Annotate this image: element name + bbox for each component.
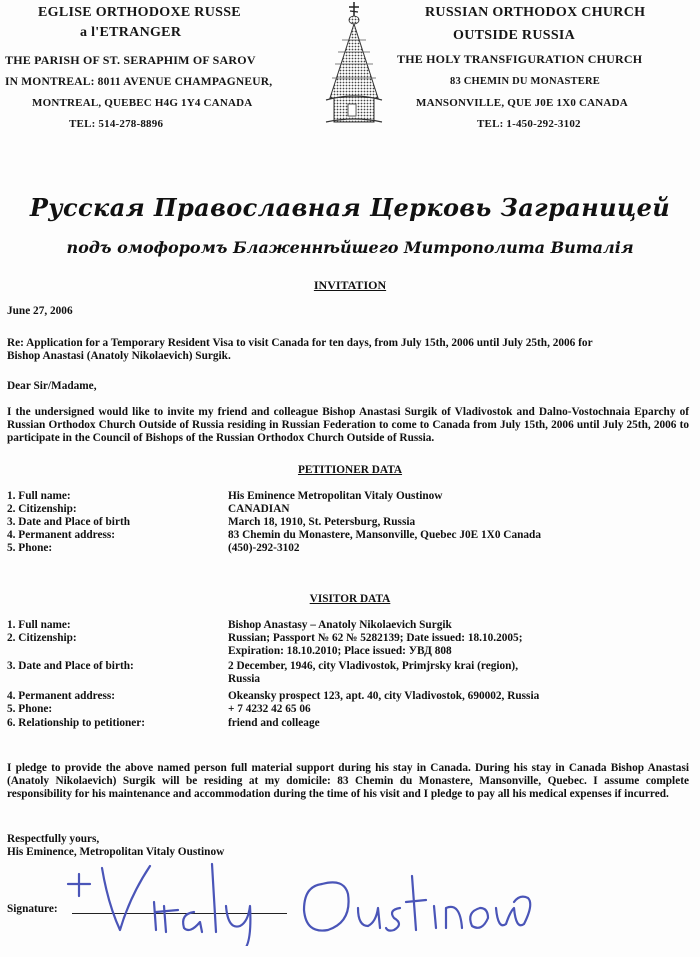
header-left-line-2: a l'ETRANGER (80, 25, 182, 40)
visitor-label: 3. Date and Place of birth: (7, 660, 134, 672)
header-left-line-3: THE PARISH OF ST. SERAPHIM OF SAROV (5, 53, 256, 67)
visitor-label: 1. Full name: (7, 619, 71, 631)
visitor-value: Russian; Passport № 62 № 5282139; Date issued: 18.10.2005; (228, 632, 523, 644)
re-line-1: Re: Application for a Temporary Resident Visa to visit Canada for ten days, from July 15th, 2006 until July 25th, 2006 for (7, 337, 593, 349)
letter-date: June 27, 2006 (7, 305, 73, 317)
church-cupola-icon (300, 0, 400, 130)
header-left-line-5: MONTREAL, QUEBEC H4G 1Y4 CANADA (32, 97, 253, 109)
signature-label: Signature: (7, 903, 58, 915)
header-right-line-2: OUTSIDE RUSSIA (453, 28, 576, 43)
header-left-line-4: IN MONTREAL: 8011 AVENUE CHAMPAGNEUR, (5, 76, 273, 88)
visitor-value: Russia (228, 673, 261, 685)
petitioner-value: (450)-292-3102 (228, 542, 300, 554)
visitor-value: friend and colleage (228, 717, 320, 729)
header-right-line-5: MANSONVILLE, QUE J0E 1X0 CANADA (416, 97, 628, 109)
petitioner-value: CANADIAN (228, 503, 290, 515)
header-left-line-6: TEL: 514-278-8896 (69, 118, 164, 130)
petitioner-label: 3. Date and Place of birth (7, 516, 130, 528)
petitioner-value: His Eminence Metropolitan Vitaly Oustinow (228, 490, 443, 502)
petitioner-label: 5. Phone: (7, 542, 53, 554)
russian-church-title: Русская Православная Церковь Заграницей (29, 193, 671, 222)
visitor-value: Expiration: 18.10.2010; Place issued: УВД 808 (228, 645, 452, 657)
visitor-label: 4. Permanent address: (7, 690, 116, 702)
visitor-value: + 7 4232 42 65 06 (228, 703, 311, 715)
petitioner-value: March 18, 1910, St. Petersburg, Russia (228, 516, 416, 528)
visitor-value: Okeansky prospect 123, apt. 40, city Vladivostok, 690002, Russia (228, 690, 540, 702)
re-line-2: Bishop Anastasi (Anatoly Nikolaevich) Surgik. (7, 350, 231, 362)
header-left-line-1: EGLISE ORTHODOXE RUSSE (38, 5, 241, 20)
intro-paragraph: I the undersigned would like to invite my friend and colleague Bishop Anastasi Surgik of Vladivostok and Dalno-Vostochnaia Eparchy of Russian Orthodox Church Outside of Russia residing in Russian Federation to come to Canada from July 15th, 2006 until July 25th, 2006 to participate in the Council of Bishops of the Russian Orthodox Church Outside of Russia. (7, 406, 689, 444)
closing-line-2: His Eminence, Metropolitan Vitaly Oustinow (7, 846, 225, 858)
petitioner-label: 2. Citizenship: (7, 503, 77, 515)
petitioner-label: 1. Full name: (7, 490, 71, 502)
visitor-label: 6. Relationship to petitioner: (7, 717, 146, 729)
visitor-label: 5. Phone: (7, 703, 53, 715)
header-right-line-1: RUSSIAN ORTHODOX CHURCH (425, 5, 646, 20)
visitor-value: 2 December, 1946, city Vladivostok, Primjrsky krai (region), (228, 660, 519, 672)
invitation-heading: INVITATION (313, 278, 387, 292)
visitor-value: Bishop Anastasy – Anatoly Nikolaevich Surgik (228, 619, 452, 631)
closing-line-1: Respectfully yours, (7, 833, 100, 845)
petitioner-label: 4. Permanent address: (7, 529, 116, 541)
header-right-line-6: TEL: 1-450-292-3102 (477, 118, 581, 130)
header-right-line-3: THE HOLY TRANSFIGURATION CHURCH (397, 52, 643, 66)
petitioner-heading: PETITIONER DATA (297, 464, 403, 476)
petitioner-value: 83 Chemin du Monastere, Mansonville, Quebec J0E 1X0 Canada (228, 529, 541, 541)
salutation: Dear Sir/Madame, (7, 380, 97, 392)
russian-church-subtitle: подъ омофоромъ Блаженнѣйшего Митрополита Виталія (66, 238, 634, 257)
header-right-line-4: 83 CHEMIN DU MONASTERE (450, 76, 600, 87)
handwritten-signature (60, 846, 540, 946)
pledge-paragraph: I pledge to provide the above named person full material support during his stay in Canada. During his stay in Canada Bishop Anastasi (Anatoly Nikolaevich) Surgik will be residing at my domicile: 83 Chemin du Monastere, Mansonville, Quebec. I assume complete responsibility for his maintenance and accommodation during the time of his visit and I pledge to pay all his medical expenses if incurred. (7, 762, 689, 800)
visitor-heading: VISITOR DATA (309, 593, 391, 605)
visitor-label: 2. Citizenship: (7, 632, 77, 644)
